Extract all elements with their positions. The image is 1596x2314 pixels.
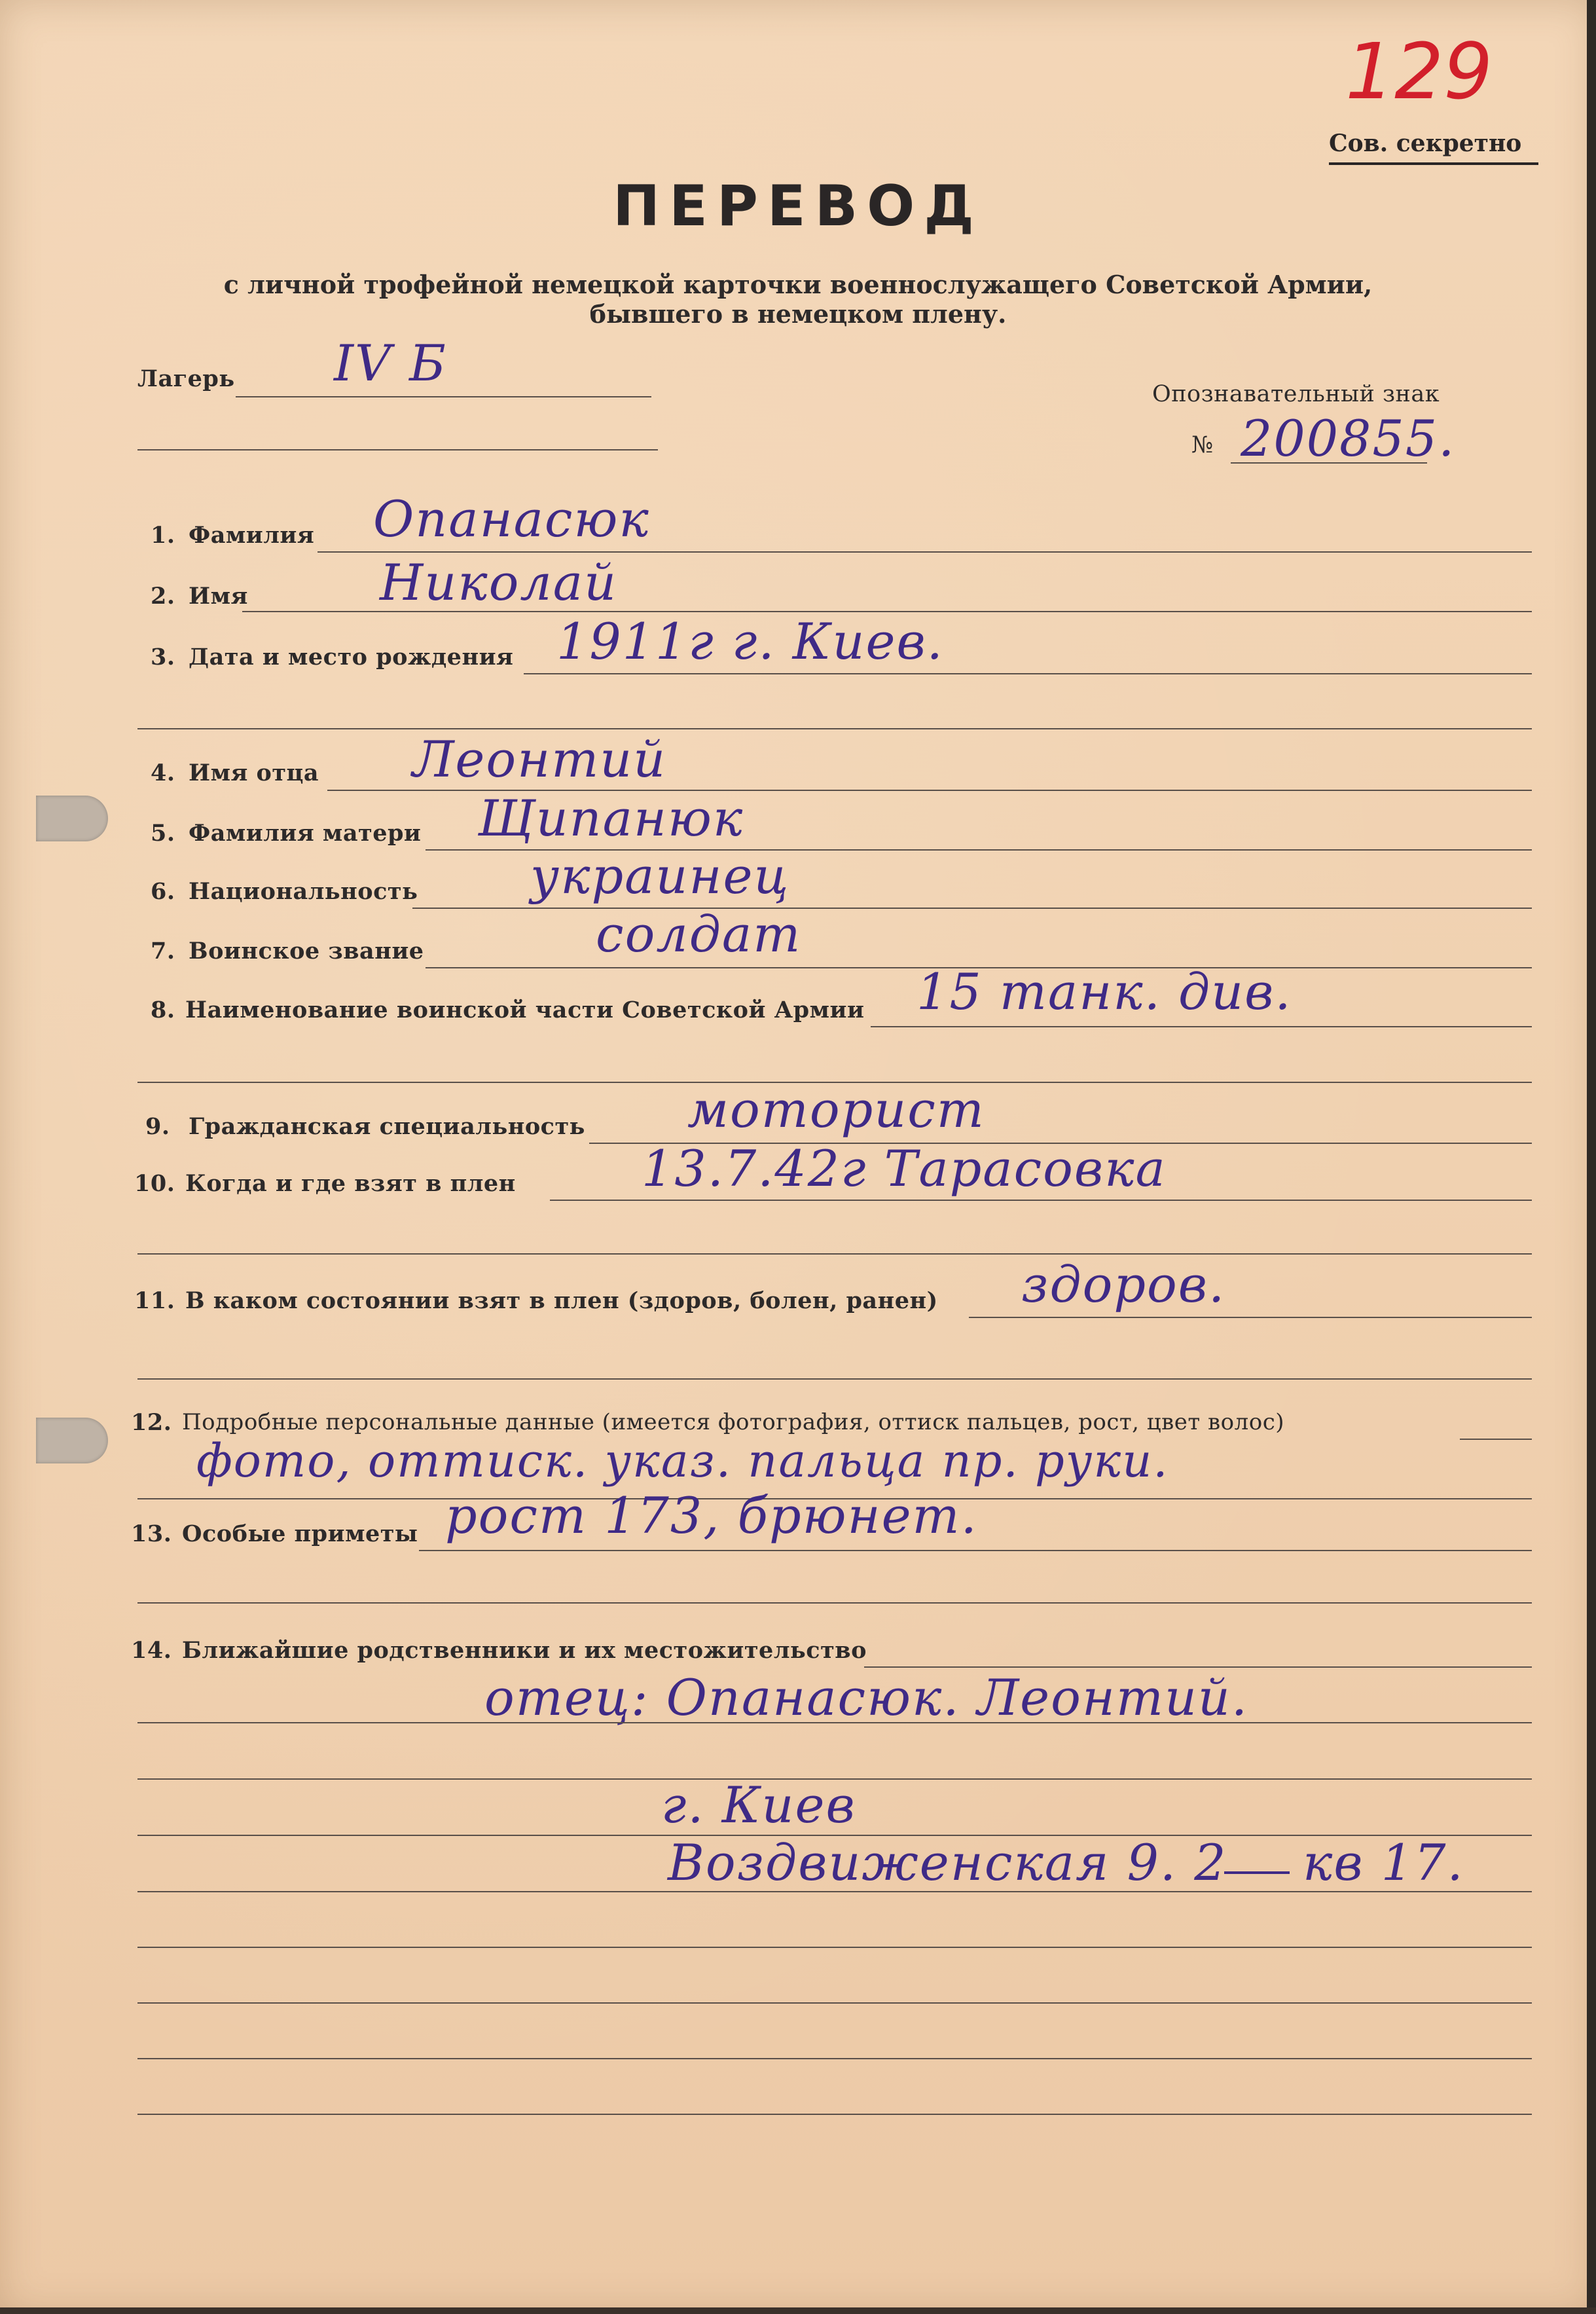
camp-value: IV Б	[334, 334, 447, 392]
field-5-number: 5.	[151, 820, 175, 847]
field-3-rule	[524, 673, 1532, 674]
field-9-number: 9.	[145, 1113, 170, 1140]
field-11-label: В каком состоянии взят в плен (здоров, болен, ранен)	[185, 1287, 938, 1314]
field-3-label: Дата и место рождения	[189, 644, 514, 670]
field-7-value: солдат	[596, 905, 802, 963]
document-subtitle-line1: с личной трофейной немецкой карточки военнослужащего Советской Армии,	[223, 270, 1373, 299]
relatives-rule-1	[137, 1722, 1532, 1723]
field-6-value: украинец	[530, 847, 790, 905]
scan-edge-bottom	[0, 2307, 1596, 2314]
field-4-number: 4.	[151, 760, 175, 786]
relatives-line-3b: кв 17.	[1303, 1833, 1464, 1892]
field-13-rule-2	[137, 1602, 1532, 1604]
field-6-label: Национальность	[189, 878, 418, 905]
field-11-number: 11.	[134, 1287, 175, 1314]
field-11-value: здоров.	[1021, 1255, 1226, 1313]
field-7-label: Воинское звание	[189, 938, 424, 964]
field-6-rule	[412, 908, 1532, 909]
field-4-value: Леонтий	[412, 730, 667, 788]
classification-label: Сов. секретно	[1329, 130, 1522, 157]
field-3-value: 1911г г. Киев.	[556, 612, 944, 670]
field-3-number: 3.	[151, 644, 175, 670]
document-subtitle-line2: бывшего в немецком плену.	[589, 299, 1007, 329]
camp-rule-2	[137, 449, 658, 450]
field-2-label: Имя	[189, 583, 248, 610]
field-7-number: 7.	[151, 938, 175, 964]
ident-label: Опознавательный знак	[1152, 381, 1440, 407]
relatives-rule-4	[137, 1891, 1532, 1892]
field-5-label: Фамилия матери	[189, 820, 422, 847]
scan-edge-right	[1587, 0, 1596, 2314]
field-2-value: Николай	[380, 553, 618, 612]
field-12-rule	[1460, 1439, 1532, 1440]
camp-rule	[236, 396, 651, 397]
punch-hole-upper	[36, 796, 108, 841]
classification-underline	[1329, 162, 1538, 165]
field-14-label: Ближайшие родственники и их местожительство	[182, 1637, 867, 1664]
field-9-label: Гражданская специальность	[189, 1113, 585, 1140]
field-14-number: 14.	[131, 1637, 172, 1664]
field-8-number: 8.	[151, 997, 175, 1023]
relatives-line-3a: Воздвиженская 9. 2	[668, 1833, 1227, 1892]
ident-number-sign: №	[1191, 432, 1214, 458]
field-11-rule	[969, 1317, 1532, 1318]
field-14-rule	[864, 1666, 1532, 1668]
ident-value: 200855.	[1241, 409, 1456, 468]
field-13-number: 13.	[131, 1520, 172, 1547]
field-1-label: Фамилия	[189, 522, 315, 549]
field-13-value: рост 173, брюнет.	[445, 1486, 978, 1545]
field-5-value: Щипанюк	[478, 789, 744, 847]
field-8-label: Наименование воинской части Советской Армии	[185, 997, 865, 1023]
field-10-label: Когда и где взят в плен	[185, 1170, 516, 1197]
field-12-number: 12.	[131, 1409, 172, 1436]
red-stamp-number: 129	[1345, 26, 1493, 117]
field-12-label: Подробные персональные данные (имеется фотография, оттиск пальцев, рост, цвет волос)	[182, 1409, 1285, 1435]
field-10-number: 10.	[134, 1170, 175, 1197]
field-4-label: Имя отца	[189, 760, 319, 786]
field-10-rule-2	[137, 1253, 1532, 1255]
crossed-out-mark	[1224, 1871, 1290, 1874]
field-10-value: 13.7.42г Тарасовка	[642, 1139, 1167, 1198]
camp-label: Лагерь	[137, 365, 235, 392]
field-9-value: моторист	[687, 1080, 985, 1139]
field-2-number: 2.	[151, 583, 175, 610]
field-13-rule	[419, 1550, 1532, 1551]
document-title: ПЕРЕВОД	[613, 174, 983, 239]
field-1-number: 1.	[151, 522, 175, 549]
field-8-rule	[871, 1026, 1532, 1027]
field-13-label: Особые приметы	[182, 1520, 418, 1547]
relatives-line-2: г. Киев	[661, 1776, 856, 1834]
relatives-rule-5	[137, 1947, 1532, 1948]
relatives-rule-8	[137, 2114, 1532, 2115]
field-6-number: 6.	[151, 878, 175, 905]
field-1-rule	[317, 551, 1532, 553]
relatives-rule-6	[137, 2002, 1532, 2004]
relatives-line-1: отец: Опанасюк. Леонтий.	[484, 1668, 1249, 1727]
punch-hole-lower	[36, 1418, 108, 1463]
field-1-value: Опанасюк	[373, 490, 650, 548]
relatives-rule-7	[137, 2058, 1532, 2059]
field-3-rule-2	[137, 728, 1532, 729]
field-11-rule-2	[137, 1378, 1532, 1380]
field-12-value: фото, оттиск. указ. пальца пр. руки.	[196, 1434, 1169, 1488]
field-8-value: 15 танк. див.	[916, 963, 1292, 1021]
field-10-rule	[550, 1200, 1532, 1201]
